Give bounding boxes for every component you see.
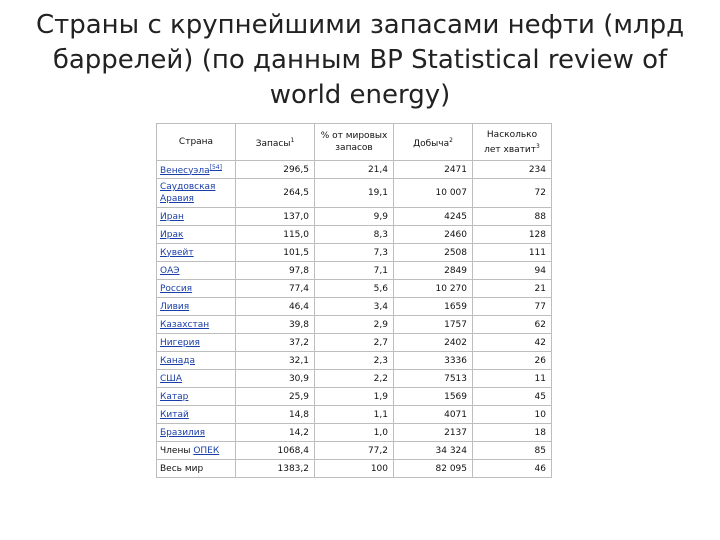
share-cell: 100 [315, 460, 394, 478]
country-link[interactable]: Ирак [160, 229, 184, 240]
production-cell: 34 324 [394, 442, 473, 460]
production-cell: 2460 [394, 226, 473, 244]
country-cell [157, 460, 236, 478]
share-cell: 19,1 [315, 179, 394, 208]
production-cell: 4071 [394, 406, 473, 424]
production-cell: 2508 [394, 244, 473, 262]
country-cell [157, 388, 236, 406]
country-cell [157, 424, 236, 442]
country-link[interactable]: Казахстан [160, 319, 210, 330]
years-cell: 21 [473, 280, 552, 298]
country-cell [157, 179, 236, 208]
table-body [157, 161, 552, 478]
reserves-cell: 25,9 [236, 388, 315, 406]
country-cell [157, 370, 236, 388]
country-cell [157, 352, 236, 370]
country-cell [157, 161, 236, 179]
years-cell: 128 [473, 226, 552, 244]
country-link[interactable]: Китай [160, 409, 189, 420]
country-cell [157, 208, 236, 226]
share-cell: 2,7 [315, 334, 394, 352]
production-cell: 2849 [394, 262, 473, 280]
share-cell: 2,3 [315, 352, 394, 370]
country-cell [157, 316, 236, 334]
production-cell: 3336 [394, 352, 473, 370]
production-cell: 1757 [394, 316, 473, 334]
country-link[interactable]: Россия [160, 283, 193, 294]
header-production: Добыча$^2$ [394, 124, 473, 161]
table-row [157, 161, 552, 179]
country-link[interactable]: Ливия [160, 301, 190, 312]
header-share: % от мировых запасов [315, 124, 394, 161]
share-cell: 1,0 [315, 424, 394, 442]
reserves-cell: 264,5 [236, 179, 315, 208]
header-reserves: Запасы$^1$ [236, 124, 315, 161]
share-cell: 2,2 [315, 370, 394, 388]
production-cell: 1569 [394, 388, 473, 406]
reserves-cell: 30,9 [236, 370, 315, 388]
footnote-ref[interactable]: [54] [209, 163, 222, 171]
country-label: Члены [160, 445, 194, 456]
reserves-cell: 1068,4 [236, 442, 315, 460]
table-row [157, 406, 552, 424]
table-row [157, 352, 552, 370]
table-row [157, 334, 552, 352]
years-cell: 88 [473, 208, 552, 226]
years-cell: 46 [473, 460, 552, 478]
years-cell: 111 [473, 244, 552, 262]
country-cell [157, 280, 236, 298]
country-link[interactable]: Саудовская Аравия [160, 182, 216, 204]
reserves-cell: 115,0 [236, 226, 315, 244]
country-link[interactable]: Катар [160, 391, 189, 402]
country-link[interactable]: Нигерия [160, 337, 200, 348]
country-link[interactable]: Канада [160, 355, 196, 366]
years-cell: 26 [473, 352, 552, 370]
years-cell: 94 [473, 262, 552, 280]
share-cell: 2,9 [315, 316, 394, 334]
opec-link[interactable]: ОПЕК [193, 445, 220, 456]
years-cell: 11 [473, 370, 552, 388]
production-cell: 1659 [394, 298, 473, 316]
share-cell: 7,1 [315, 262, 394, 280]
table-row [157, 244, 552, 262]
table-row [157, 280, 552, 298]
table-row [157, 226, 552, 244]
share-cell: 1,9 [315, 388, 394, 406]
years-cell: 62 [473, 316, 552, 334]
years-cell: 10 [473, 406, 552, 424]
share-cell: 5,6 [315, 280, 394, 298]
country-cell [157, 334, 236, 352]
table-row [157, 424, 552, 442]
share-cell: 7,3 [315, 244, 394, 262]
share-cell: 21,4 [315, 161, 394, 179]
reserves-cell: 14,2 [236, 424, 315, 442]
years-cell: 234 [473, 161, 552, 179]
table-row [157, 442, 552, 460]
production-cell: 10 007 [394, 179, 473, 208]
production-cell: 82 095 [394, 460, 473, 478]
country-link[interactable]: Венесуэла [160, 165, 210, 176]
reserves-cell: 296,5 [236, 161, 315, 179]
reserves-cell: 14,8 [236, 406, 315, 424]
years-cell: 45 [473, 388, 552, 406]
table-row [157, 388, 552, 406]
years-cell: 18 [473, 424, 552, 442]
production-cell: 2402 [394, 334, 473, 352]
production-cell: 4245 [394, 208, 473, 226]
oil-reserves-table [156, 123, 552, 478]
share-cell: 1,1 [315, 406, 394, 424]
country-cell [157, 244, 236, 262]
reserves-cell: 101,5 [236, 244, 315, 262]
country-cell [157, 442, 236, 460]
slide-title: Страны с крупнейшими запасами нефти (млрд баррелей) (по данным BP Statistical review of world energy) [35, 10, 685, 110]
reserves-cell: 77,4 [236, 280, 315, 298]
table-row [157, 262, 552, 280]
header-years: Насколько лет хватит$^3$ [473, 124, 552, 161]
table-row [157, 179, 552, 208]
share-cell: 8,3 [315, 226, 394, 244]
country-cell [157, 226, 236, 244]
country-link[interactable]: США [160, 373, 183, 384]
country-link[interactable]: Кувейт [160, 247, 194, 258]
production-cell: 10 270 [394, 280, 473, 298]
production-cell: 7513 [394, 370, 473, 388]
table-row [157, 316, 552, 334]
table-row [157, 208, 552, 226]
reserves-cell: 1383,2 [236, 460, 315, 478]
years-cell: 72 [473, 179, 552, 208]
reserves-cell: 32,1 [236, 352, 315, 370]
reserves-cell: 37,2 [236, 334, 315, 352]
country-label: Весь мир [160, 463, 204, 474]
country-link[interactable]: ОАЭ [160, 265, 180, 276]
header-country: Страна [157, 124, 236, 161]
share-cell: 9,9 [315, 208, 394, 226]
table-header-row [157, 124, 552, 161]
reserves-cell: 97,8 [236, 262, 315, 280]
table-row [157, 370, 552, 388]
country-link[interactable]: Иран [160, 211, 184, 222]
production-cell: 2471 [394, 161, 473, 179]
production-cell: 2137 [394, 424, 473, 442]
table-row [157, 460, 552, 478]
country-cell [157, 298, 236, 316]
share-cell: 77,2 [315, 442, 394, 460]
country-cell [157, 262, 236, 280]
reserves-cell: 137,0 [236, 208, 315, 226]
reserves-cell: 39,8 [236, 316, 315, 334]
share-cell: 3,4 [315, 298, 394, 316]
years-cell: 77 [473, 298, 552, 316]
country-link[interactable]: Бразилия [160, 427, 206, 438]
country-cell [157, 406, 236, 424]
reserves-cell: 46,4 [236, 298, 315, 316]
years-cell: 42 [473, 334, 552, 352]
years-cell: 85 [473, 442, 552, 460]
table-row [157, 298, 552, 316]
